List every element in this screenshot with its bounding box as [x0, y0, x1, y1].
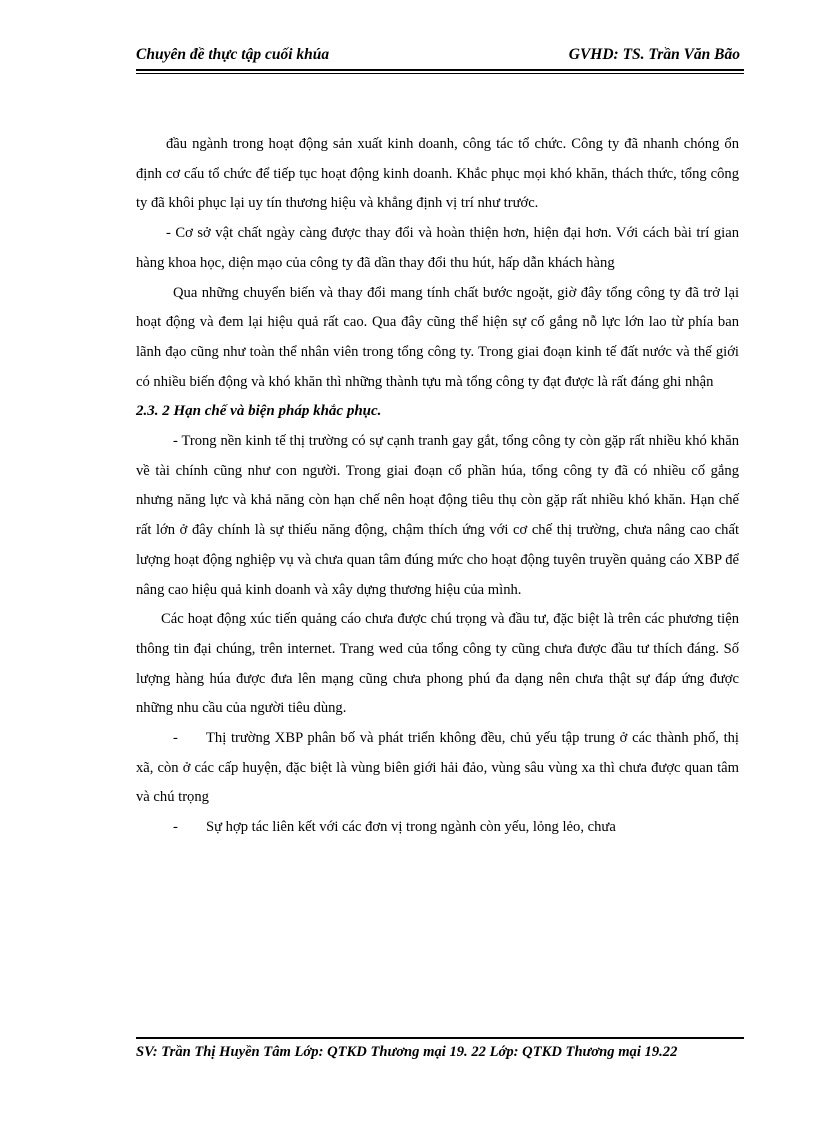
page-header — [136, 44, 744, 70]
list-item-text: Thị trường XBP phân bố và phát triển không đều, chủ yếu tập trung ở các thành phố, thị xã, còn ở các cấp huyện, đặc biệt là vùng biên giới hải đảo, vùng sâu vùng xa thì chưa được quan tâm và chú trọng — [136, 730, 739, 806]
list-item-text: Sự hợp tác liên kết với các đơn vị trong ngành còn yếu, lỏng lẻo, chưa — [206, 819, 616, 836]
paragraph: đầu ngành trong hoạt động sản xuất kinh doanh, công tác tổ chức. Công ty đã nhanh chóng ổn định cơ cấu tổ chức để tiếp tục hoạt động kinh doanh. Khắc phục mọi khó khăn, thách thức, tổng công ty đã khôi phục lại uy tín thương hiệu và khẳng định vị trí như trước. — [136, 136, 739, 212]
header-rule-thin — [136, 73, 744, 74]
footer-rule — [136, 1037, 744, 1039]
page-footer: SV: Trần Thị Huyền Tâm Lớp: QTKD Thương mại 19. 22 Lớp: QTKD Thương mại 19.22 — [136, 1044, 678, 1060]
dash-list-item — [136, 724, 739, 813]
header-rule-thick — [136, 69, 744, 71]
dash-list-item — [136, 813, 739, 843]
list-dash: - — [173, 819, 178, 836]
paragraph: Các hoạt động xúc tiến quảng cáo chưa được chú trọng và đầu tư, đặc biệt là trên các phương tiện thông tin đại chúng, trên internet. Trang wed của tổng công ty cũng chưa được đầu tư thích đáng. Số lượng hàng húa được đưa lên mạng cũng chưa phong phú đa dạng nên chưa thật sự đáp ứng được những nhu cầu của người tiêu dùng. — [136, 611, 739, 717]
list-dash: - — [173, 730, 178, 747]
paragraph: Qua những chuyển biến và thay đổi mang tính chất bước ngoặt, giờ đây tổng công ty đã trở lại hoạt động và đem lại hiệu quả rất cao. Qua đây cũng thể hiện sự cố gắng nỗ lực lớn lao từ phía ban lãnh đạo cũng như toàn thể nhân viên trong tổng công ty. Trong giai đoạn kinh tế đất nước và thế giới có nhiều biến động và khó khăn thì những thành tựu mà tổng công ty đạt được là rất đáng ghi nhận — [136, 284, 739, 390]
document-body — [136, 130, 739, 843]
header-advisor: GVHD: TS. Trần Văn Bão — [568, 46, 740, 63]
paragraph: - Trong nền kinh tế thị trường có sự cạnh tranh gay gắt, tổng công ty còn gặp rất nhiều khó khăn về tài chính cũng như con người. Trong giai đoạn cổ phần húa, tổng công ty đã có nhiều cố gắng nhưng năng lực và khả năng còn hạn chế nên hoạt động tiêu thụ còn gặp rất nhiều khó khăn. Hạn chế rất lớn ở đây chính là sự thiếu năng động, chậm thích ứng với cơ chế thị trường, chưa nâng cao chất lượng hoạt động nghiệp vụ và chưa quan tâm đúng mức cho hoạt động tuyên truyền quảng cáo XBP để nâng cao hiệu quả kinh doanh và xây dựng thương hiệu của mình. — [136, 433, 739, 598]
paragraph: - Cơ sở vật chất ngày càng được thay đổi và hoàn thiện hơn, hiện đại hơn. Với cách bài trí gian hàng khoa học, diện mạo của công ty đã dần thay đổi thu hút, hấp dẫn khách hàng — [136, 225, 739, 271]
section-heading: 2.3. 2 Hạn chế và biện pháp khắc phục. — [136, 403, 382, 420]
header-title: Chuyên đề thực tập cuối khúa — [136, 46, 330, 63]
